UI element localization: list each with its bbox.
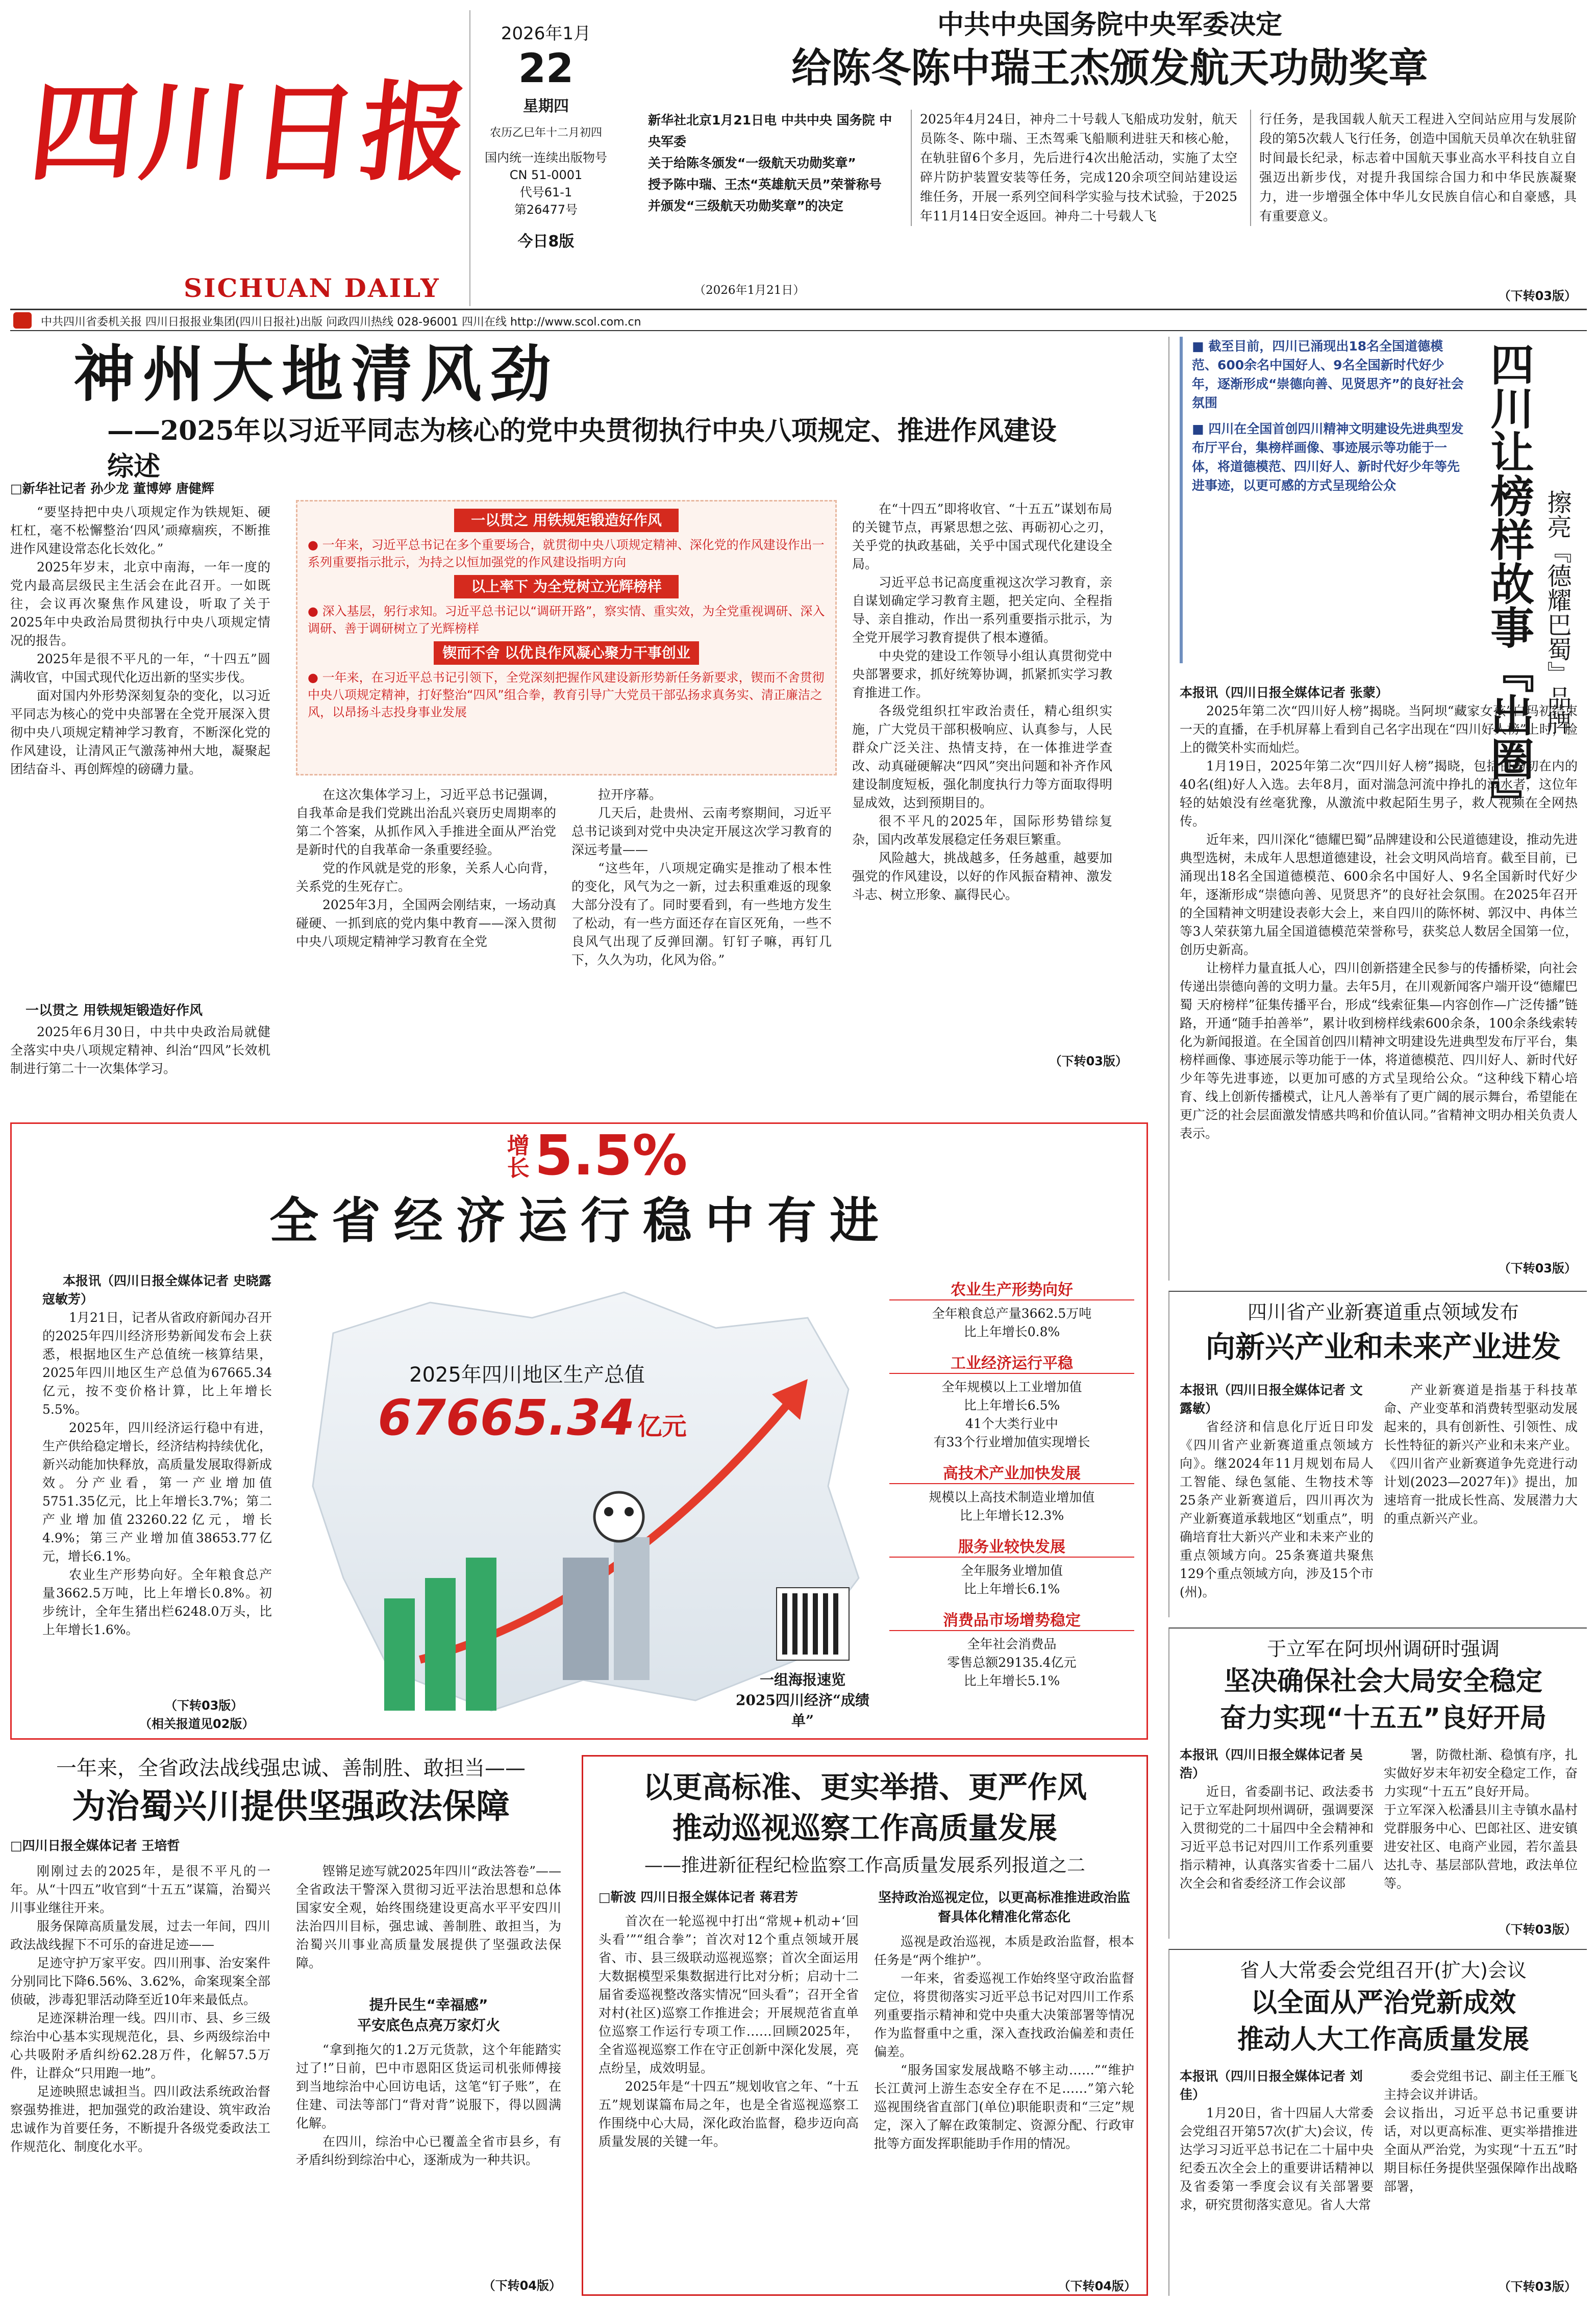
growth-value: 5.5%	[534, 1124, 688, 1188]
paragraph: 铿锵足迹写就2025年四川“政法答卷”——全省政法干警深入贯彻习近平法治思想和总体国家安全观，始终围绕建设更高水平平安四川法治四川目标，强忠诚、善制胜、敢担当，为治蜀兴川事业高质量发展提供了坚强政法保障。	[296, 1864, 561, 1970]
newspaper-logo: 四川日报	[24, 69, 479, 195]
paragraph: 在四川，综治中心已覆盖全省市县乡，有矛盾纠纷到综治中心，逐渐成为一种共识。	[296, 2134, 561, 2167]
stat-line: 全年服务业增加值	[960, 1563, 1063, 1578]
bullet-icon: ■	[1192, 421, 1209, 436]
industry-title: 向新兴产业和未来产业进发	[1205, 1330, 1561, 1364]
stat-block	[889, 1461, 1134, 1525]
bullet-icon: ■	[1192, 339, 1209, 354]
paragraph: 党的作风就是党的形象，关系人心向背，关系党的生死存亡。	[296, 861, 556, 894]
growth-label: 增长	[503, 1133, 529, 1179]
publisher-logo-icon	[13, 312, 32, 329]
date-day: 22	[518, 46, 574, 92]
paragraph: 2025年，四川经济运行稳中有进，生产供给稳定增长，经济结构持续优化，新兴动能加快释放，高质量发展取得新成效。分产业看，第一产业增加值5751.35亿元，比上年增长3.7%；第二产业增加值23260.22亿元，增长4.9%；第三产业增加值38653.77亿元，增长6.1%。	[42, 1420, 272, 1564]
paragraph: 足迹映照忠诚担当。四川政法系统政治督察强势推进，把加强党的政治建设、筑牢政治忠诚作为首要任务，不断提升各级党委政法工作规范化、制度化水平。	[10, 2084, 270, 2154]
inspect-col1	[598, 1912, 859, 2280]
security-col1	[1180, 1783, 1374, 1936]
stat-line: 比上年增长6.1%	[963, 1582, 1060, 1596]
qr-caption: 一组海报速览 2025四川经济“成绩单”	[735, 1671, 870, 1729]
highlight-text: ● 一年来，习近平总书记在多个重要场合，就贯彻中央八项规定精神、深化党的作风建设作出一系列重要指示批示，为持之以恒加强党的作风建设指明方向	[308, 538, 825, 569]
paragraph: 在这次集体学习上，习近平总书记强调，自我革命是我们党跳出治乱兴衰历史周期率的第二个答案，从抓作风入手推进全面从严治党是新时代的自我革命一条重要经验。	[296, 787, 556, 857]
congress-article	[1168, 1949, 1587, 2296]
issue-line: CN 51-0001	[509, 168, 583, 182]
gdp-unit: 亿元	[637, 1412, 687, 1441]
highlight-section	[308, 641, 825, 721]
lead-highlight-box	[296, 500, 837, 775]
paragraph: 服务保障高质量发展，过去一年间，四川政法战线握下不可乐的奋进足迹——	[10, 1919, 270, 1952]
paragraph: 足迹深耕治理一线。四川市、县、乡三级综治中心基本实现规范化，县、乡两级综治中心共吸附矛盾纠纷62.28万件，化解57.5万件，让群众“只用跑一地”。	[10, 2011, 270, 2081]
paragraph: 首次在一轮巡视中打出“常规+机动+‘回头看’”“组合拳”；首次对12个重点领域开展省、市、县三级联动巡视巡察；首次全面运用大数据模型采集数据进行比对分析；启动十二届省委巡视整改落实情况“回头看”；召开全省对村(社区)巡察工作推进会；开展规范省直单位巡察工作运行专项工作……回顾2025年，全省巡视巡察工作在守正创新中深化发展，亮点纷呈，成效明显。	[598, 1914, 859, 2075]
inspect-subtitle: ——推进新征程纪检监察工作高质量发展系列报道之二	[644, 1855, 1085, 1876]
issue-line: 国内统一连续出版物号	[485, 151, 607, 165]
law-article	[10, 1750, 571, 2296]
inspect-byline: □靳波 四川日报全媒体记者 蒋君芳	[598, 1890, 799, 1905]
highlight-section	[308, 509, 825, 571]
paragraph: 1月20日，省十四届人大常委会党组召开第57次(扩大)会议，传达学习习近平总书记在二十届中央纪委五次全会上的重要讲话精神以及省委第一季度会议有关部署要求，研究贯彻落实意见。省人大常	[1180, 2106, 1374, 2212]
economy-body	[42, 1309, 272, 1686]
honor-bullet	[1192, 337, 1465, 412]
paragraph: 面对国内外形势深刻复杂的变化，以习近平同志为核心的党中央部署在全党开展深入贯彻中央八项规定精神学习教育，不断深化党的作风建设，让清风正气激荡神州大地，凝聚起团结奋斗、再创辉煌的磅礴力量。	[10, 688, 270, 777]
award-mid: 2025年4月24日，神舟二十号载人飞船成功发射，航天员陈冬、陈中瑞、王杰驾乘飞船顺利进驻天和核心舱，在轨驻留6个多月，先后进行4次出舱活动，实施了太空碎片防护装置安装等任务，完成120余项空间站建设运维任务，开展一系列空间科学实验与技术试验，于2025年11月14日安全返回。神舟二十号载人飞	[911, 110, 1237, 226]
paragraph: 一年来，省委巡视工作始终坚守政治监督定位，将贯彻落实习近平总书记对四川工作系列重要指示精神和党中央重大决策部署等情况作为监督重中之重，深入查找政治偏差和责任偏差。	[874, 1971, 1134, 2059]
paragraph: 近年来，四川深化“德耀巴蜀”品牌建设和公民道德建设，推动先进典型选树，未成年人思想道德建设，社会文明风尚培育。截至目前，已涌现出18名全国道德模范、600余名中国好人、9名全国新时代好少年，逐渐形成“崇德向善、见贤思齐”的良好社会氛围。在2025年召开的全国精神文明建设表彰大会上，来自四川的陈怀树、郭汉中、冉体兰等3人荣获第九届全国道德模范荣誉称号，获奖总人数居全国第一位，创历史新高。	[1180, 832, 1578, 957]
inspect-next: （下转04版）	[1058, 2279, 1136, 2293]
law-kicker: 一年来，全省政法战线强忠诚、善制胜、敢担当——	[56, 1757, 526, 1780]
paragraph: “拿到拖欠的1.2万元货款，这个年能踏实过了!”日前，巴中市恩阳区货运司机张师傅接到当地综治中心回访电话，这笔“钉子账”，在住建、司法等部门“背对背”说服下，得以圆满化解。	[296, 2042, 561, 2131]
paragraph: 2025年岁末，北京中南海，一年一度的党内最高层级民主生活会在此召开。一如既往，会议再次聚焦作风建设，听取了关于2025年中央政治局贯彻执行中央八项规定情况的报告。	[10, 560, 270, 648]
paragraph: 拉开序幕。	[598, 787, 662, 802]
economy-related: （相关报道见02版）	[139, 1717, 255, 1731]
bullet-text: 四川在全国首创四川精神文明建设先进典型发布厅平台，集榜样画像、事迹展示等功能于一体，将道德模范、四川好人、新时代好少年等先进事迹，以更可感的方式呈现给公众	[1192, 421, 1464, 493]
honor-summary-box	[1180, 337, 1465, 663]
lead-article	[10, 337, 1148, 1112]
congress-byline: 本报讯（四川日报全媒体记者 刘佳）	[1180, 2069, 1363, 2102]
paragraph: 2025年是“十四五”规划收官之年、“十五五”规划谋篇布局之年，也是全省巡视巡察工作围绕中心大局，深化政治监督，稳步迈向高质量发展的关键一年。	[598, 2079, 859, 2149]
stat-head: 工业经济运行平稳	[889, 1350, 1134, 1374]
economy-title: 全省经济运行稳中有进	[269, 1192, 892, 1249]
award-left: 新华社北京1月21日电 中共中央 国务院 中央军委 关于给陈冬颁发“一级航天功勋奖章” 授予陈中瑞、王杰“英雄航天员”荣誉称号并颁发“三级航天功勋奖章”的决定	[648, 113, 892, 213]
industry-kicker: 四川省产业新赛道重点领域发布	[1247, 1301, 1519, 1323]
stat-head: 消费品市场增势稳定	[889, 1608, 1134, 1631]
stat-head: 农业生产形势向好	[889, 1277, 1134, 1300]
paragraph: 足迹守护万家平安。四川刑事、治安案件分别同比下降6.56%、3.62%，命案现案全部侦破，涉毒犯罪活动降至近10年来最低点。	[10, 1956, 270, 2007]
gdp-figure	[348, 1389, 716, 1446]
law-col2	[296, 1862, 561, 1995]
lead-col2	[296, 786, 556, 1000]
gdp-label: 2025年四川地区生产总值	[409, 1363, 645, 1387]
paragraph: “这些年，八项规定确实是推动了根本性的变化，风气为之一新，过去积重难返的现象大部分没有了。同时要看到，有一些地方发生了松动，有一些方面还存在盲区死角，一些不良风气出现了反弹回潮。钉钉子嘛，再钉几下，久久为功，化风为俗。”	[571, 861, 832, 967]
paragraph: “服务国家发展战略不够主动……”“维护长江黄河上游生态安全存在不足……”第六轮巡视围绕省直部门(单位)职能职责和“三定”规定，深入了解在政策制定、资源分配、行政审批等方面发挥职能助手作用的情况。	[874, 2063, 1134, 2151]
paragraph: 巡视是政治巡视，本质是政治监督，根本任务是“两个维护”。	[874, 1934, 1134, 1967]
industry-col1	[1180, 1418, 1374, 1612]
newspaper-english-name: SICHUAN DAILY	[184, 273, 440, 303]
paragraph: “要坚持把中央八项规定作为铁规矩、硬杠杠，毫不松懈整治‘四风’顽瘴痼疾，不断推进作风建设常态化长效化。”	[10, 505, 270, 556]
lead-col1	[10, 503, 270, 916]
bullet-text: 截至目前，四川已涌现出18名全国道德模范、600余名中国好人、9名全国新时代好少年，逐渐形成“崇德向善、见贤思齐”的良好社会氛围	[1192, 339, 1464, 410]
security-next: （下转03版）	[1498, 1922, 1577, 1937]
paragraph: 各级党组织扛牢政治责任，精心组织实施，广大党员干部积极响应、认真参与，人民群众广泛关注、热情支持，在一体推进学查改、动真碰硬解决“四风”突出问题和补齐作风建设制度短板，强化制度执行力等方面取得明显成效，达到预期目的。	[852, 704, 1112, 810]
stat-line: 比上年增长0.8%	[963, 1324, 1060, 1339]
growth-badge	[486, 1124, 701, 1188]
weekday: 星期四	[523, 97, 569, 115]
qr-code-icon[interactable]	[777, 1588, 849, 1660]
paragraph: 产业新赛道是指基于科技革命、产业变革和消费转型驱动发展起来的，具有创新性、引领性、成长性特征的新兴产业和未来产业。《四川省产业新赛道争先竞进行动计划(2023—2027年)》提出，加速培育一批成长性高、发展潜力大的重点新兴产业。	[1384, 1383, 1578, 1526]
congress-next: （下转03版）	[1498, 2280, 1577, 2294]
honor-body	[1180, 702, 1578, 1253]
paragraph: 2025年第二次“四川好人榜”揭晓。当阿坝“藏家女孩”白玛初结束一天的直播，在手机屏幕上看到自己名字出现在“四川好人榜”上时，脸上的微笑朴实而灿烂。	[1180, 704, 1578, 755]
paragraph: 很不平凡的2025年，国际形势错综复杂，国内改革发展稳定任务艰巨繁重。	[852, 814, 1112, 847]
paragraph: 1月19日，2025年第二次“四川好人榜”揭晓，包括白玛初在内的40名(组)好人入选。去年8月，面对湍急河流中挣扎的溺水者，这位年轻的姑娘没有丝毫犹豫，从激流中救起陌生男子，救人视频在全网热传。	[1180, 759, 1578, 829]
economy-byline: 本报讯（四川日报全媒体记者 史晓露 寇敏芳）	[42, 1273, 271, 1307]
award-article	[633, 5, 1587, 306]
award-next: （下转03版）	[1498, 289, 1577, 303]
stat-block	[889, 1277, 1134, 1341]
stat-line: 比上年增长12.3%	[959, 1508, 1064, 1523]
award-right: 行任务，是我国载人航天工程进入空间站应用与发展阶段的第5次载人飞行任务，创造中国航天员单次在轨驻留时间最长纪录，标志着中国航天事业高水平科技自立自强迈出新步伐，对提升我国综合国力和中华民族凝聚力，进一步增强全体中华儿女民族自信心和自豪感，具有重要意义。	[1250, 110, 1577, 226]
award-title: 给陈冬陈中瑞王杰颁发航天功勋奖章	[791, 45, 1428, 91]
law-byline: □四川日报全媒体记者 王培哲	[10, 1838, 180, 1853]
date-month: 2026年1月	[501, 23, 591, 44]
paragraph: 省经济和信息化厅近日印发《四川省产业新赛道重点领域方向》。继2024年11月规划布局人工智能、绿色氢能、生物技术等25条产业新赛道后，四川再次为产业新赛道承载地区“划重点”，明确培育壮大新兴产业和未来产业的重点领域方向。25条赛道共聚焦129个重点领域方向，涉及15个市(州)。	[1180, 1419, 1374, 1599]
security-byline: 本报讯（四川日报全媒体记者 吴浩）	[1180, 1747, 1363, 1781]
stat-line: 比上年增长5.1%	[963, 1673, 1060, 1688]
paragraph: 2025年6月30日，中共中央政治局就健全落实中央八项规定精神、纠治“四风”长效机制进行第二十一次集体学习。	[10, 1024, 270, 1076]
security-title: 坚决确保社会大局安全稳定 奋力实现“十五五”良好开局	[1219, 1666, 1547, 1734]
lead-next: （下转03版）	[1049, 1054, 1128, 1068]
gdp-value: 67665.34	[378, 1389, 635, 1446]
paragraph: 署，防微杜渐、稳慎有序，扎实做好岁末年初安全稳定工作，奋力实现“十五五”良好开局。 于立军深入松潘县川主寺镇水晶村党群服务中心、巴郎社区、进安镇进安社区、电商产业园，若尔盖县达扎寺、基层部队营地，政法单位等。	[1384, 1747, 1578, 1891]
lead-subtitle: ——2025年以习近平同志为核心的党中央贯彻执行中央八项规定、推进作风建设综述	[107, 415, 1057, 482]
stat-line: 全年规模以上工业增加值	[941, 1380, 1082, 1394]
lead-col1b	[10, 1023, 270, 1078]
honor-byline: 本报讯（四川日报全媒体记者 张蒙）	[1180, 685, 1388, 700]
paragraph: 几天后，赴贵州、云南考察期间，习近平总书记谈到对党中央决定开展这次学习教育的深远考量——	[571, 806, 832, 857]
inspect-title: 以更高标准、更实举措、更严作风 推动巡视巡察工作高质量发展	[642, 1770, 1087, 1845]
lead-col1-subhead: 一以贯之 用铁规矩锻造好作风	[26, 1003, 203, 1018]
paragraph: 2025年3月，全国两会刚结束，一场动真碰硬、一抓到底的党内集中教育——深入贯彻中央八项规定精神学习教育在全党	[296, 897, 556, 949]
sponsor-strip	[10, 309, 1587, 331]
highlight-text: ● 深入基层，躬行求知。习近平总书记以“调研开路”，察实情、重实效，为全党重视调研、深入调研、善于调研树立了光辉榜样	[308, 604, 825, 636]
lead-col3	[571, 786, 832, 1000]
highlight-text: ● 一年来，在习近平总书记引领下，全党深刻把握作风建设新形势新任务新要求，锲而不舍贯彻中央八项规定精神，打好整治“四风”组合拳，教育引导广大党员干部弘扬求真务实、清正廉洁之风，以昂扬斗志投身事业发展	[308, 670, 825, 719]
honor-bullet	[1192, 419, 1465, 495]
stat-line: 比上年增长6.5%	[963, 1398, 1060, 1413]
economy-article	[10, 1122, 1148, 1740]
stat-line: 全年社会消费品	[967, 1637, 1057, 1651]
inspect-article	[582, 1755, 1148, 2296]
congress-title: 以全面从严治党新成效 推动人大工作高质量发展	[1237, 1988, 1529, 2055]
economy-infographic	[297, 1272, 874, 1729]
economy-stats	[889, 1277, 1134, 1726]
paragraph: 中央党的建设工作领导小组认真贯彻党中央部署要求，抓好统筹协调，抓紧抓实学习教育推进工作。	[852, 648, 1112, 700]
sponsor-text: 中共四川省委机关报 四川日报报业集团(四川日报社)出版 问政四川热线 028-96001 四川在线 http://www.scol.com.cn	[41, 316, 641, 329]
stat-block	[889, 1534, 1134, 1598]
lead-col4	[852, 500, 1112, 1051]
lead-title: 神州大地清风劲	[73, 339, 559, 410]
issue-info	[470, 149, 617, 218]
law-title: 为治蜀兴川提供坚强政法保障	[72, 1787, 510, 1826]
stat-line: 零售总额29135.4亿元	[947, 1655, 1077, 1670]
industry-article	[1168, 1291, 1587, 1617]
security-kicker: 于立军在阿坝州调研时强调	[1266, 1638, 1500, 1660]
stat-head: 服务业较快发展	[889, 1534, 1134, 1558]
lunar-date: 农历乙巳年十二月初四	[489, 127, 602, 139]
inspect-subhead: 坚持政治巡视定位，以更高标准推进政治监督具体化精准化常态化	[878, 1890, 1130, 1925]
paragraph: 委会党组书记、副主任王雁飞主持会议并讲话。 会议指出，习近平总书记重要讲话，对以更高标准、更实举措推进全面从严治党，为实现“十五五”时期目标任务提供坚强保障作出战略部署，	[1384, 2069, 1578, 2194]
issue-line: 第26477号	[514, 203, 578, 217]
highlight-head: 一以贯之 用铁规矩锻造好作风	[454, 509, 679, 532]
stat-line: 规模以上高技术制造业增加值	[929, 1490, 1095, 1505]
inspect-col2	[874, 1933, 1134, 2280]
congress-col2	[1384, 2067, 1578, 2271]
highlight-head: 以上率下 为全党树立光辉榜样	[454, 575, 679, 598]
page-count: 今日8版	[517, 233, 575, 251]
highlight-head: 锲而不舍 以优良作风凝心聚力干事创业	[434, 641, 699, 665]
law-col2b	[296, 2041, 561, 2265]
paragraph: 1月21日，记者从省政府新闻办召开的2025年四川经济形势新闻发布会上获悉，根据地区生产总值统一核算结果，2025年四川地区生产总值为67665.34亿元，按不变价格计算，比上年增长5.5%。	[42, 1310, 272, 1417]
paragraph: 近日，省委副书记、政法委书记于立军赴阿坝州调研，强调要深入贯彻党的二十届四中全会精神和习近平总书记对四川工作系列重要指示精神，认真落实省委十二届八次全会和省委经济工作会议部	[1180, 1784, 1374, 1891]
stat-line: 有33个行业增加值实现增长	[933, 1435, 1090, 1449]
industry-byline: 本报讯（四川日报全媒体记者 文露敏）	[1180, 1383, 1363, 1416]
paragraph: 风险越大，挑战越多，任务越重，越要加强党的作风建设，以好的作风振奋精神、激发斗志、树立形象、赢得民心。	[852, 850, 1112, 902]
security-article	[1168, 1627, 1587, 1939]
honor-subtitle: 擦亮『德耀巴蜀』品牌	[1543, 490, 1572, 735]
issue-line: 代号61-1	[519, 185, 572, 199]
law-subhead: 提升民生“幸福感” 平安底色点亮万家灯火	[357, 1996, 500, 2034]
stat-head: 高技术产业加快发展	[889, 1461, 1134, 1484]
security-col2	[1384, 1746, 1578, 1914]
stat-line: 全年粮食总产量3662.5万吨	[932, 1306, 1092, 1321]
honor-title: 四川让榜样故事『出圈』	[1483, 342, 1534, 824]
lead-byline: □新华社记者 孙少龙 董博婷 唐健辉	[10, 481, 214, 496]
award-date: （2026年1月21日）	[694, 284, 805, 297]
economy-next: （下转03版）	[165, 1698, 243, 1713]
paragraph: 让榜样力量直抵人心，四川创新搭建全民参与的传播桥梁，向社会传递出崇德向善的文明力量。去年5月，在川观新闻客户端开设“德耀巴蜀 天府榜样”征集传播平台，形成“线索征集—内容创作—广泛传播”链路，开通“随手拍善举”，累计收到榜样线索600余条，100余条线索转化为新闻报道。在全国首创四川精神文明建设先进典型发布厅平台，集榜样画像、事迹展示等功能于一体，将道德模范、四川好人、新时代好少年等先进事迹，以更加可感的方式呈现给公众。“这种线下精心培育、线上创新传播模式，让凡人善举有了更广阔的展示舞台，希望能在更广泛的社会层面激发情感共鸣和价值认同。”省精神文明办相关负责人表示。	[1180, 961, 1578, 1141]
industry-col2	[1384, 1381, 1578, 1611]
paragraph: 农业生产形势向好。全年粮食总产量3662.5万吨，比上年增长0.8%。初步统计，全年生猪出栏6248.0万头，比上年增长1.6%。	[42, 1567, 272, 1637]
award-kicker: 中共中央国务院中央军委决定	[937, 10, 1282, 40]
stat-block	[889, 1608, 1134, 1690]
paragraph: 在“十四五”即将收官、“十五五”谋划布局的关键节点，再紧思想之弦、再砺初心之刃，关乎党的执政基础，关乎中国式现代化建设全局。	[852, 502, 1112, 571]
honor-article	[1168, 337, 1587, 1281]
stat-line: 41个大类行业中	[965, 1416, 1058, 1431]
paragraph: 2025年是很不平凡的一年，“十四五”圆满收官，中国式现代化迈出新的坚实步伐。	[10, 652, 270, 685]
date-box	[469, 10, 617, 306]
stat-block	[889, 1350, 1134, 1451]
congress-kicker: 省人大常委会党组召开(扩大)会议	[1240, 1959, 1527, 1982]
paragraph: 习近平总书记高度重视这次学习教育，亲自谋划确定学习教育主题，把关定向、全程指导、亲自推动，作出一系列重要指示批示，为全党开展学习教育提供了根本遵循。	[852, 575, 1112, 645]
paragraph: 刚刚过去的2025年，是很不平凡的一年。从“十四五”收官到“十五五”谋篇，治蜀兴川事业继往开来。	[10, 1864, 270, 1915]
honor-next: （下转03版）	[1498, 1261, 1577, 1275]
law-next: （下转04版）	[483, 2278, 561, 2293]
highlight-section	[308, 575, 825, 637]
law-col1	[10, 1862, 270, 2291]
masthead	[10, 10, 617, 306]
congress-col1	[1180, 2104, 1374, 2272]
